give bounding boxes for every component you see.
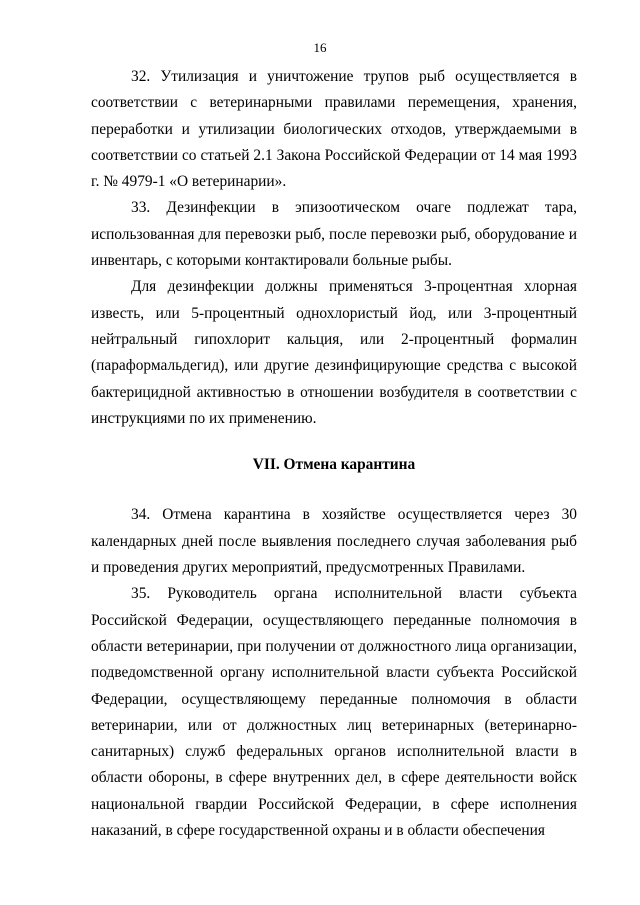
page-number: 16 bbox=[313, 40, 327, 55]
paragraph-35: 35. Руководитель органа исполнительной власти субъекта Российской Федерации, осуществляющего переданные полномочия в области ветеринарии, при получении от должностного лица организации, подведомственной органу исполнительной власти субъекта Российской Федерации, осуществляющему переданные полномочия в области ветеринарии, или от должностных лиц ветеринарных (ветеринарно-санитарных) служб федеральных органов исполнительной власти в области обороны, в сфере внутренних дел, в сфере деятельности войск национальной гвардии Российской Федерации, в сфере исполнения наказаний, в сфере государственной охраны и в области обеспечения bbox=[91, 585, 577, 840]
paragraph-32: 32. Утилизация и уничтожение трупов рыб осуществляется в соответствии с ветеринарными правилами перемещения, хранения, переработки и утилизации биологических отходов, утверждаемыми в соответствии со статьей 2.1 Закона Российской Федерации от 14 мая 1993 г. № 4979-1 «О ветеринарии». bbox=[91, 68, 577, 191]
paragraph-34: 34. Отмена карантина в хозяйстве осуществляется через 30 календарных дней после выявления последнего случая заболевания рыб и проведения других мероприятий, предусмотренных Правилами. bbox=[91, 506, 577, 577]
paragraph-33: 33. Дезинфекции в эпизоотическом очаге подлежат тара, использованная для перевозки рыб, после перевозки рыб, оборудование и инвентарь, с которыми контактировали больные рыбы. bbox=[91, 199, 577, 270]
paragraph-disinfection: Для дезинфекции должны применяться 3-процентная хлорная известь, или 5-процентный однохлористый йод, или 3-процентный нейтральный гипохлорит кальция, или 2-процентный формалин (параформальдегид), или другие дезинфицирующие средства с высокой бактерицидной активностью в отношении возбудителя в соответствии с инструкциями по их применению. bbox=[91, 278, 577, 427]
section-heading: VII. Отмена карантина bbox=[252, 456, 416, 474]
document-body bbox=[91, 64, 577, 844]
